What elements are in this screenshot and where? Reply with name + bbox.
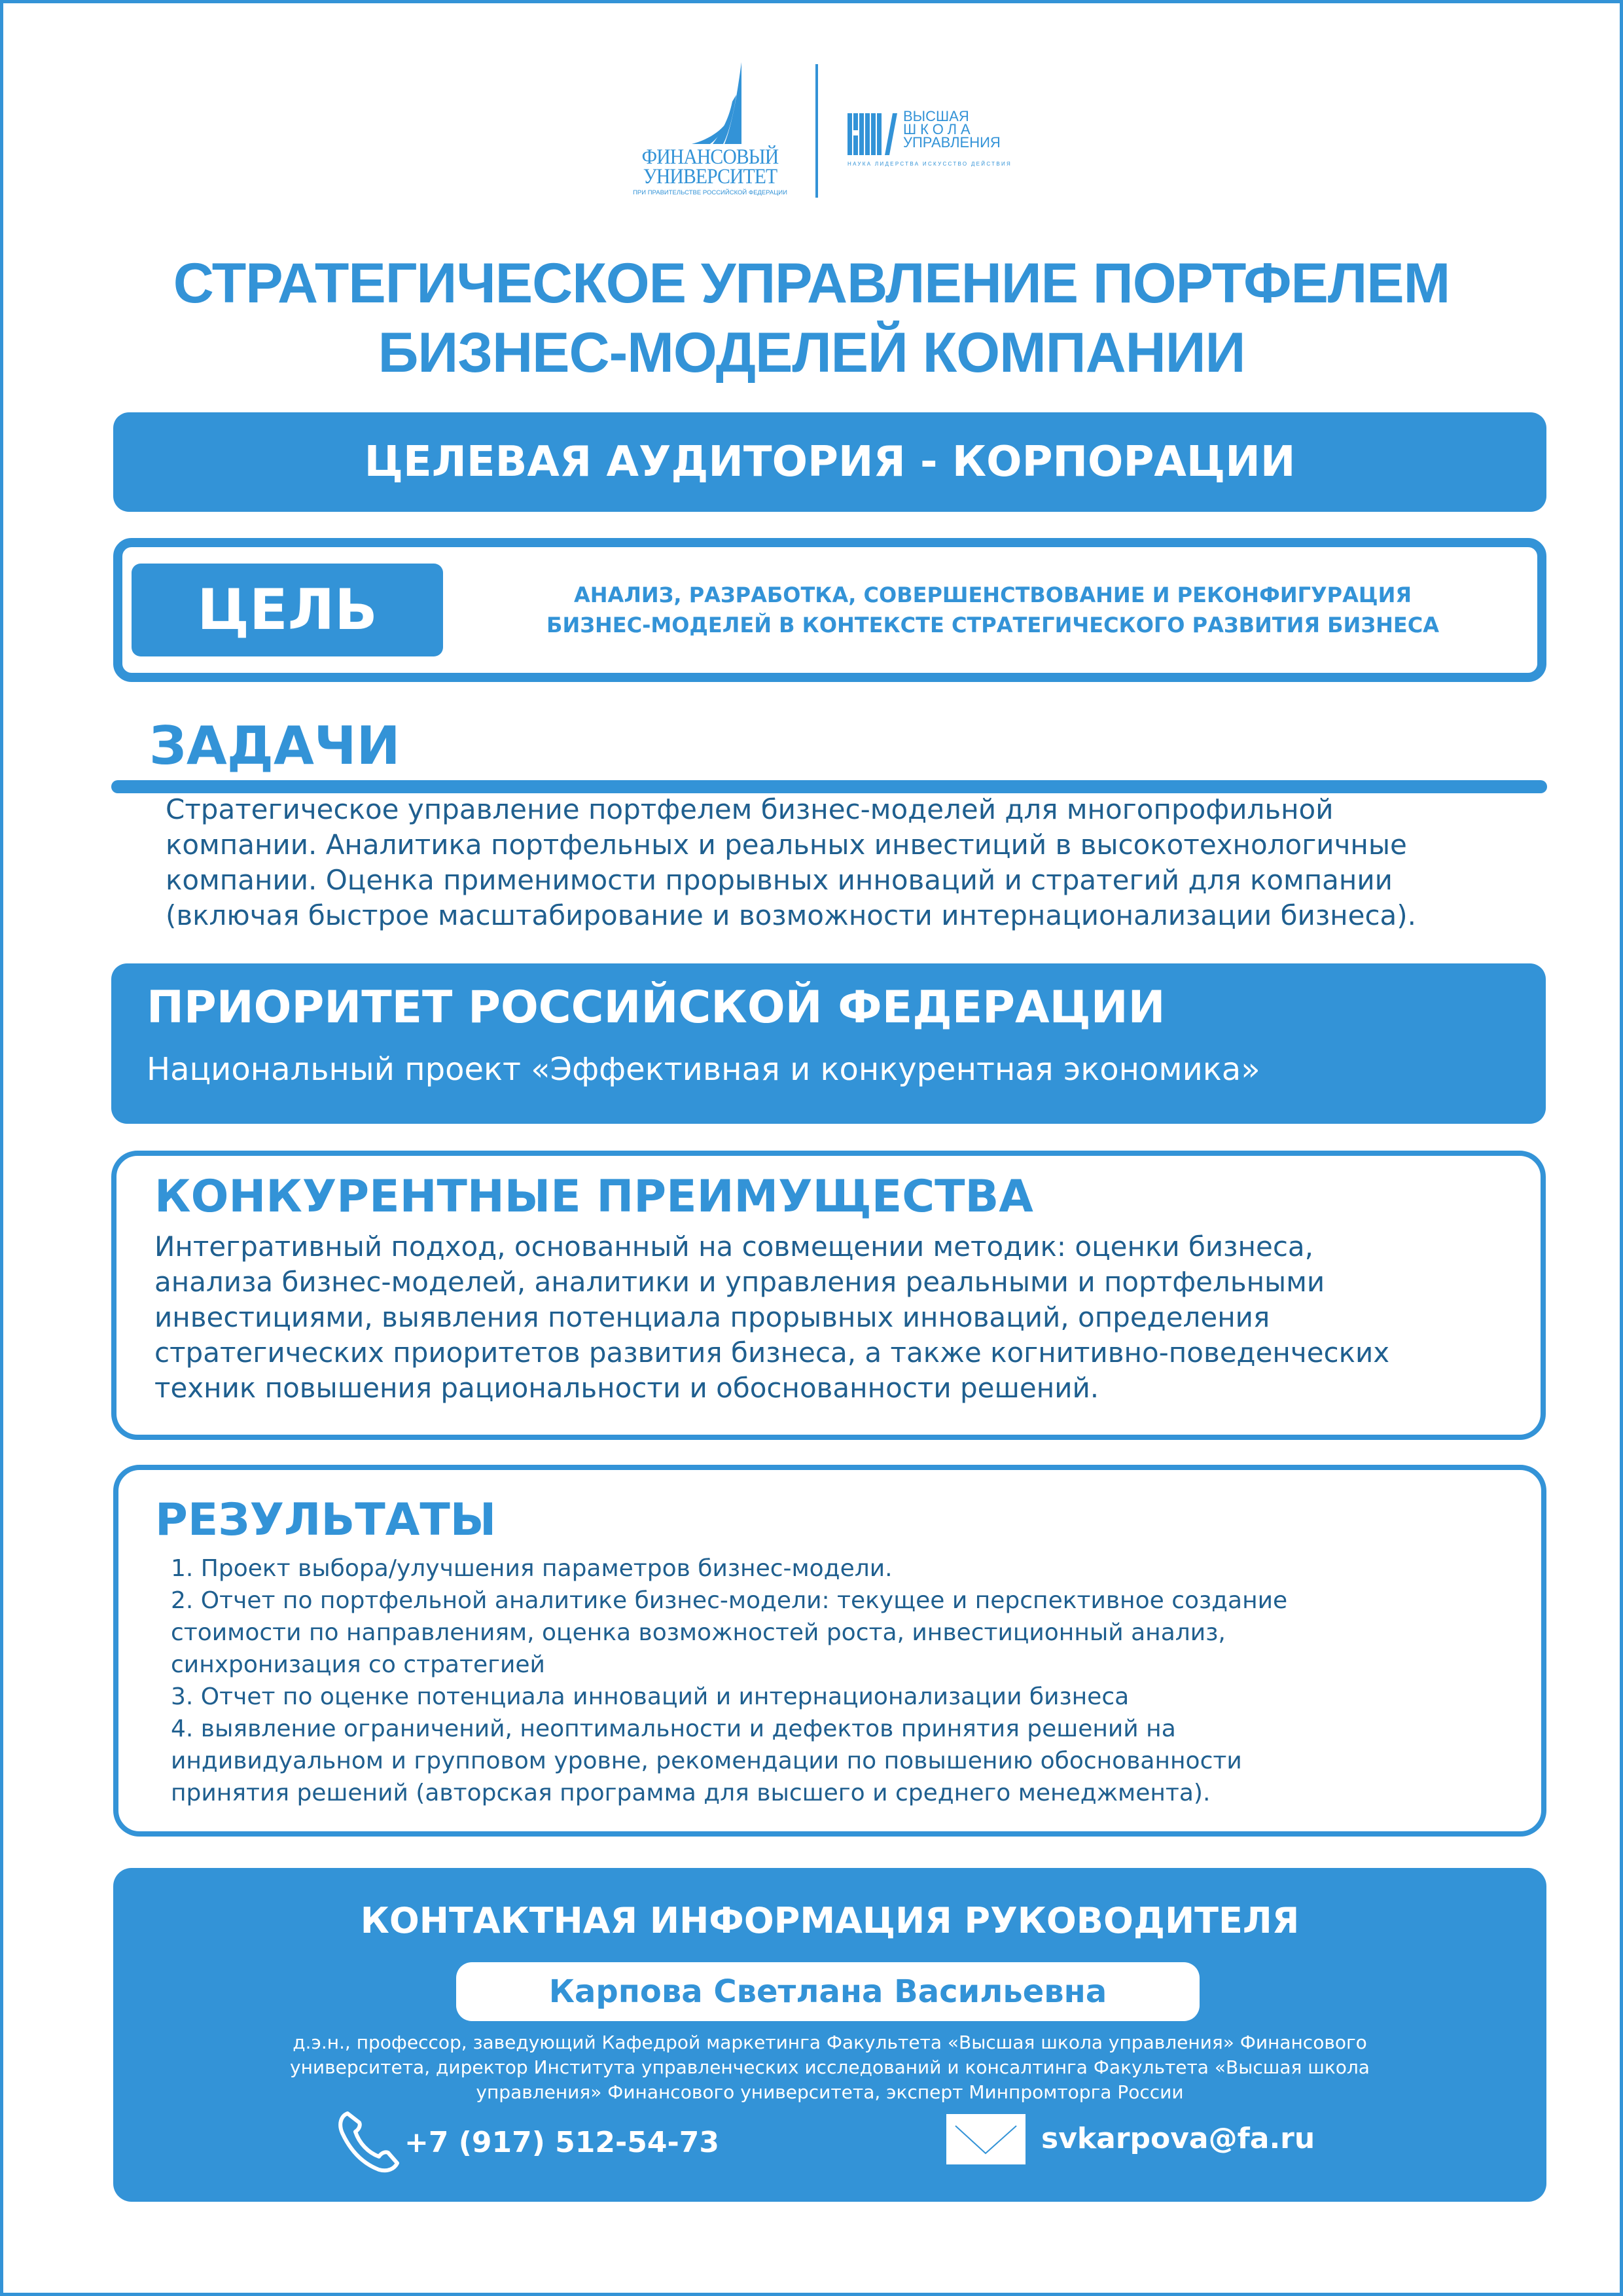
school-logo xyxy=(847,110,1018,169)
results-item: 2. Отчет по портфельной аналитике бизнес-модели: текущее и перспективное создание xyxy=(171,1587,1288,1614)
school-name: ВЫСШАЯ ШКОЛА УПРАВЛЕНИЯ xyxy=(903,108,1001,151)
tasks-divider xyxy=(111,780,1547,793)
advantages-heading: КОНКУРЕНТНЫЕ ПРЕИМУЩЕСТВА xyxy=(154,1171,1033,1223)
results-item: стоимости по направлениям, оценка возможностей роста, инвестиционный анализ, xyxy=(171,1619,1226,1646)
contact-name: Карпова Светлана Васильевна xyxy=(456,1962,1200,2021)
target-audience-label: ЦЕЛЕВАЯ АУДИТОРИЯ - КОРПОРАЦИИ xyxy=(364,438,1296,486)
priority-box xyxy=(111,963,1546,1124)
university-logo xyxy=(628,62,792,206)
university-name: ФИНАНСОВЫЙ УНИВЕРСИТЕТ xyxy=(641,145,779,188)
results-heading: РЕЗУЛЬТАТЫ xyxy=(155,1494,497,1546)
sail-logo-icon xyxy=(690,62,743,144)
university-subtitle: ПРИ ПРАВИТЕЛЬСТВЕ РОССИЙСКОЙ ФЕДЕРАЦИИ xyxy=(633,189,787,196)
phone-icon xyxy=(336,2109,401,2175)
goal-box xyxy=(113,538,1546,682)
priority-text: Национальный проект «Эффективная и конкурентная экономика» xyxy=(147,1051,1260,1088)
school-tagline: НАУКА ЛИДЕРСТВА ИСКУССТВО ДЕЙСТВИЯ xyxy=(847,161,1012,167)
logo-divider xyxy=(815,64,818,198)
tasks-text: Стратегическое управление портфелем бизнес-моделей для многопрофильной компании. Аналитика портфельных и реальных инвестиций в высокотехнологичные компании. Оценка применимости прорывных инноваций и стратегий для компании (включая быстрое масштабирование и возможности интернационализации бизнеса). xyxy=(166,793,1417,931)
contact-heading: КОНТАКТНАЯ ИНФОРМАЦИЯ РУКОВОДИТЕЛЯ xyxy=(360,1900,1300,1941)
books-logo-icon xyxy=(847,113,897,155)
target-audience-banner xyxy=(113,412,1546,512)
results-item: синхронизация со стратегией xyxy=(171,1651,545,1678)
contact-bio: д.э.н., профессор, заведующий Кафедрой маркетинга Факультета «Высшая школа управления» Финансового университета, директор Института управленческих исследований и консалтинга Факультета «Высшая школа управления» Финансового университета, эксперт Минпромторга России xyxy=(290,2032,1370,2103)
results-item: индивидуальном и групповом уровне, рекомендации по повышению обоснованности xyxy=(171,1748,1242,1774)
advantages-box xyxy=(111,1151,1546,1440)
envelope-icon xyxy=(946,2114,1026,2164)
priority-heading: ПРИОРИТЕТ РОССИЙСКОЙ ФЕДЕРАЦИИ xyxy=(147,982,1166,1033)
results-item: принятия решений (авторская программа для высшего и среднего менеджмента). xyxy=(171,1780,1211,1806)
results-item: 3. Отчет по оценке потенциала инноваций и интернационализации бизнеса xyxy=(171,1683,1130,1710)
advantages-text: Интегративный подход, основанный на совмещении методик: оценки бизнеса, анализа бизнес-моделей, аналитики и управления реальными и портфельными инвестициями, выявления потенциала прорывных инноваций, определения стратегических приоритетов развития бизнеса, а также когнитивно-поведенческих техник повышения рациональности и обоснованности решений. xyxy=(154,1230,1390,1404)
page-title: СТРАТЕГИЧЕСКОЕ УПРАВЛЕНИЕ ПОРТФЕЛЕМ БИЗНЕС-МОДЕЛЕЙ КОМПАНИИ xyxy=(173,252,1450,384)
contact-box xyxy=(113,1868,1546,2202)
results-item: 1. Проект выбора/улучшения параметров бизнес-модели. xyxy=(171,1555,893,1582)
goal-text: АНАЛИЗ, РАЗРАБОТКА, СОВЕРШЕНСТВОВАНИЕ И РЕКОНФИГУРАЦИЯ БИЗНЕС-МОДЕЛЕЙ В КОНТЕКСТЕ СТРАТЕГИЧЕСКОГО РАЗВИТИЯ БИЗНЕСА xyxy=(546,583,1439,637)
email-link[interactable]: svkarpova@fa.ru xyxy=(1041,2122,1315,2155)
phone-link[interactable]: +7 (917) 512-54-73 xyxy=(404,2126,720,2159)
results-item: 4. выявление ограничений, неоптимальности и дефектов принятия решений на xyxy=(171,1715,1176,1742)
results-list xyxy=(171,1552,1519,1809)
goal-label: ЦЕЛЬ xyxy=(132,564,443,656)
tasks-heading: ЗАДАЧИ xyxy=(149,715,401,776)
results-box xyxy=(113,1465,1546,1837)
